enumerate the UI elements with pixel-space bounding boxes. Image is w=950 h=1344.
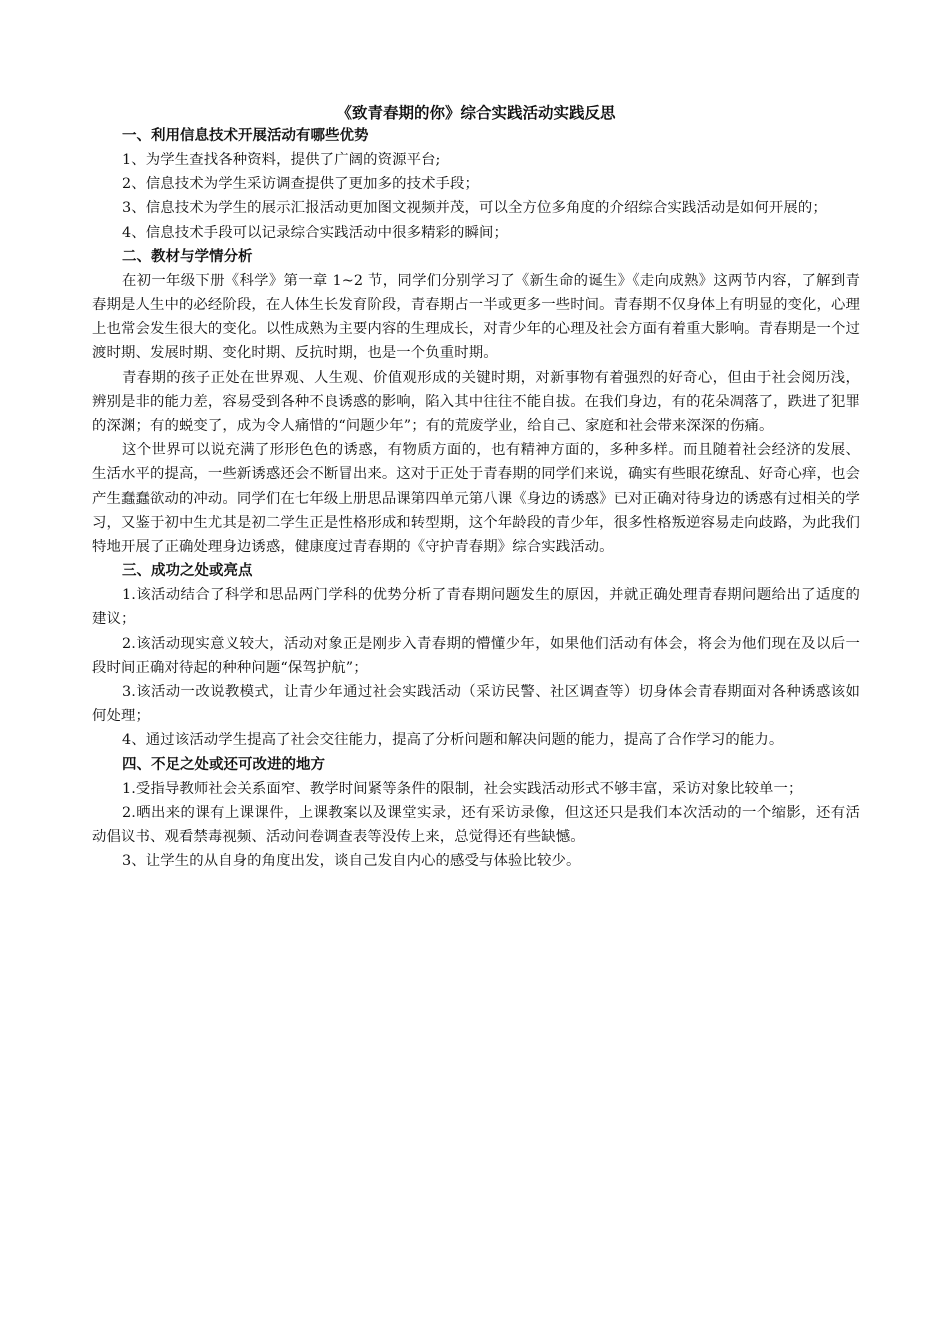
paragraph: 青春期的孩子正处在世界观、人生观、价值观形成的关键时期，对新事物有着强烈的好奇心，但由于社会阅历浅，辨别是非的能力差，容易受到各种不良诱惑的影响，陷入其中往往不能自拔。在我们身边，有的花朵凋落了，跌进了犯罪的深渊；有的蜕变了，成为令人痛惜的“问题少年”；有的荒废学业，给自己、家庭和社会带来深深的伤痛。 (92, 369, 861, 435)
paragraph: 1.受指导教师社会关系面窄、教学时间紧等条件的限制，社会实践活动形式不够丰富，采访对象比较单一； (122, 780, 803, 797)
paragraph: 2、信息技术为学生采访调查提供了更加多的技术手段； (122, 176, 480, 193)
section-4 (92, 753, 860, 874)
paragraph: 3、让学生的从自身的角度出发，谈自己发自内心的感受与体验比较少。 (122, 853, 581, 870)
section-1 (92, 124, 860, 245)
paragraph: 2.晒出来的课有上课课件，上课教案以及课堂实录，还有采访录像，但这还只是我们本次活动的一个缩影，还有活动倡议书、观看禁毒视频、活动问卷调查表等没传上来，总觉得还有些缺憾。 (92, 804, 860, 846)
paragraph: 1.该活动结合了科学和思品两门学科的优势分析了青春期问题发生的原因，并就正确处理青春期问题给出了适度的建议； (92, 587, 860, 628)
paragraph: 2.该活动现实意义较大，活动对象正是刚步入青春期的懵懂少年，如果他们活动有体会，将会为他们现在及以后一段时间正确对待起的种种问题“保驾护航”； (92, 635, 860, 676)
paragraph: 这个世界可以说充满了形形色色的诱惑，有物质方面的，也有精神方面的，多种多样。而且随着社会经济的发展、生活水平的提高，一些新诱惑还会不断冒出来。这对于正处于青春期的同学们来说，确实有些眼花缭乱、好奇心痒，也会产生蠢蠢欲动的冲动。同学们在七年级上册思品课第四单元第八课《身边的诱惑》已对正确对待身边的诱惑有过相关的学习，又鉴于初中生尤其是初二学生正是性格形成和转型期，这个年龄段的青少年，很多性格叛逆容易走向歧路，为此我们特地开展了正确处理身边诱惑，健康度过青春期的《守护青春期》综合实践活动。 (92, 442, 861, 556)
section-heading: 四、不足之处或还可改进的地方 (122, 756, 325, 773)
paragraph: 4、通过该活动学生提高了社会交往能力，提高了分析问题和解决问题的能力，提高了合作学习的能力。 (122, 732, 784, 749)
section-3 (92, 559, 860, 752)
section-2 (92, 245, 860, 559)
paragraph: 在初一年级下册《科学》第一章 1~2 节，同学们分别学习了《新生命的诞生》《走向成熟》这两节内容，了解到青春期是人生中的必经阶段，在人体生长发育阶段，青春期占一半或更多一些时间。青春期不仅身体上有明显的变化，心理上也常会发生很大的变化。以性成熟为主要内容的生理成长，对青少年的心理及社会方面有着重大影响。青春期是一个过渡时期、发展时期、变化时期、反抗时期，也是一个负重时期。 (92, 272, 861, 362)
paragraph: 3.该活动一改说教模式，让青少年通过社会实践活动（采访民警、社区调查等）切身体会青春期面对各种诱惑该如何处理； (92, 684, 860, 725)
paragraph: 3、信息技术为学生的展示汇报活动更加图文视频并茂，可以全方位多角度的介绍综合实践活动是如何开展的； (122, 200, 827, 217)
section-heading: 三、成功之处或亮点 (122, 563, 253, 580)
section-heading: 二、教材与学情分析 (122, 248, 253, 265)
paragraph: 4、信息技术手段可以记录综合实践活动中很多精彩的瞬间； (122, 224, 509, 241)
section-heading: 一、利用信息技术开展活动有哪些优势 (122, 128, 369, 144)
paragraph: 1、为学生查找各种资料，提供了广阔的资源平台; (122, 152, 441, 168)
document-page (92, 102, 860, 873)
document-title: 《致青春期的你》综合实践活动实践反思 (336, 104, 616, 122)
